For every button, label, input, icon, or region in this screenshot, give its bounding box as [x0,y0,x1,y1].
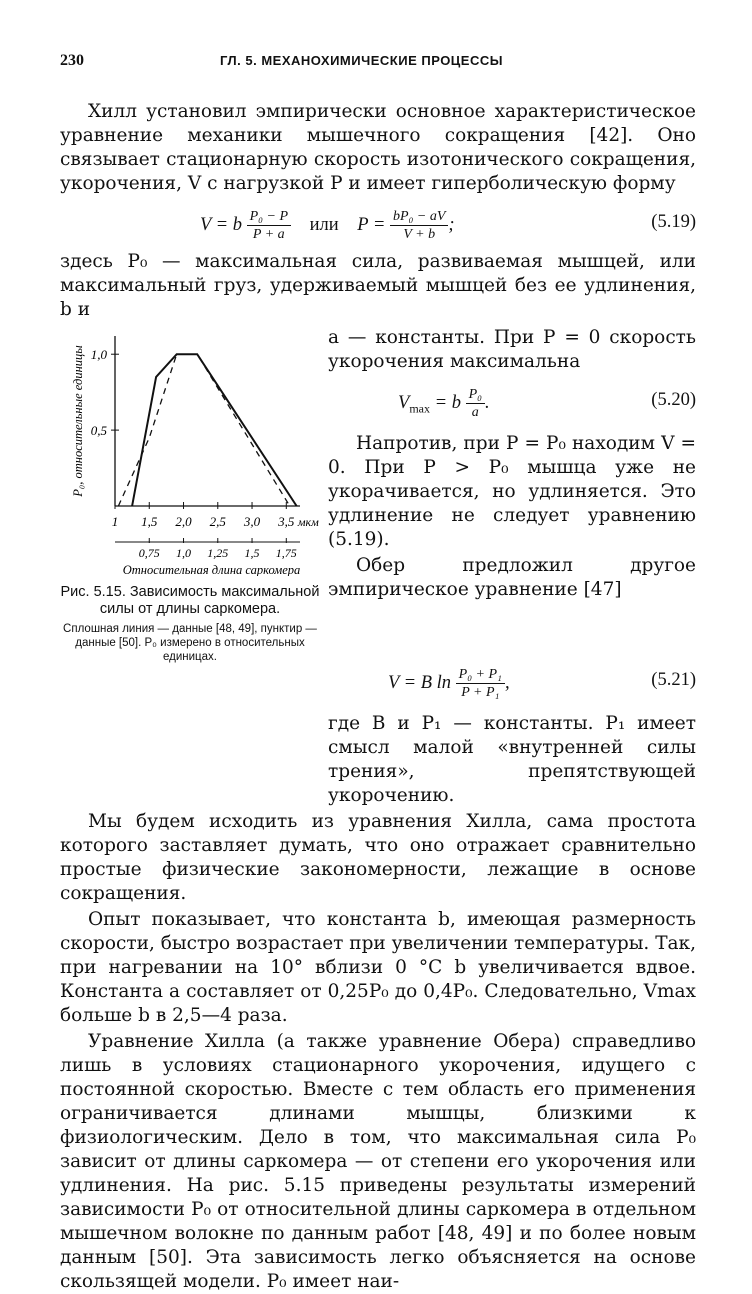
x2-tick-label: 1,5 [244,546,260,560]
x-tick-label: 3,5 [278,514,295,529]
x2-tick-label: 0,75 [138,546,160,560]
paragraph-5: где B и P₁ — константы. P₁ имеет смысл малой «внутренней силы трения», препятствующей укорочению. [328,713,696,806]
figure-note: Сплошная линия — данные [48, 49], пунктир — данные [50]. P₀ измерено в относительных единицах. [63,623,317,663]
x-tick-label: 1 [111,514,119,529]
sarcomere-chart [60,326,320,576]
x-tick-label: 3,0 [243,514,261,529]
equation-5-21: V = B ln $\frac{\text{P₀ + P₁}}{\text{P + P₁}}$ , (5.21) [388,667,696,700]
paragraph-4: Обер предложил другое эмпирическое уравнение [47] [328,555,696,600]
page-number: 230 [60,52,84,69]
equation-label-5-21: (5.21) [651,670,696,690]
equation-label-5-19: (5.19) [651,212,696,232]
page-header [60,52,696,78]
y-tick-label: 0,5 [90,423,107,439]
chart-series [118,354,296,506]
series-dashed-line [118,354,289,506]
page [60,52,697,1292]
x2-tick-label: 1,0 [176,546,192,560]
series-solid-line [132,354,297,506]
y-tick-label: 1,0 [90,347,107,363]
x2-tick-label: 1,25 [207,546,229,560]
x2-tick-label: 1,75 [275,546,297,560]
chapter-title: ГЛ. 5. МЕХАНОХИМИЧЕСКИЕ ПРОЦЕССЫ [220,53,503,68]
paragraph-7: Опыт показывает, что константа b, имеющая размерность скорости, быстро возрастает при увеличении температуры. Так, при нагревании на 10° вблизи 0 °C b увеличивается вдвое. Константа a составляет от 0,25P₀ до 0,4P₀. Следовательно, Vmax больше b в 2,5—4 раза. [60,909,697,1026]
paragraph-2: здесь P₀ — максимальная сила, развиваемая мышцей, или максимальный груз, удерживаемый мышцей без ее удлинения, b и [60,251,696,320]
paragraph-6: Мы будем исходить из уравнения Хилла, сама простота которого заставляет думать, что оно отражает сравнительно простые физические закономерности, лежащие в основе сокращения. [60,811,696,904]
paragraph-8: Уравнение Хилла (а также уравнение Обера) справедливо лишь в условиях стационарного укорочения, идущего с постоянной скоростью. Вместе с тем область его применения ограничивается длинами мышцы, близкими к физиологическим. Дело в том, что максимальная сила P₀ зависит от длины саркомера — от степени его укорочения или удлинения. На рис. 5.15 приведены результаты измерений зависимости P₀ от относительной длины саркомера в отдельном мышечном волокне по данным работ [48, 49] и по более новым данным [50]. Эта зависимость легко объясняется на основе скользящей модели. P₀ имеет наи- [60,1031,696,1292]
equation-5-20: $V_{max} = b$ $\frac{\text{P₀}}{a}$ . (5.20) [398,387,696,420]
paragraph-3: Напротив, при P = P₀ находим V = 0. При P > P₀ мышца уже не укорачивается, но удлиняется. Это удлинение не следует уравнению (5.19). [328,433,696,550]
x-tick-label: 2,0 [175,514,192,529]
equation-label-5-20: (5.20) [651,390,696,410]
figure-block [60,326,696,663]
paragraph-1: Хилл установил эмпирически основное характеристическое уравнение механики мышечного сокращения [42]. Оно связывает стационарную скорость изотонического сокращения, укорочения, V с нагрузкой P и имеет гиперболическую форму [60,101,696,194]
x-axis-unit: мкм [297,515,319,529]
equation-5-19: V = b $\frac{\text{P₀ − P}}{P + a}$ или P = $\frac{\text{bP₀ − aV}}{V + b}$ ; (5.19) [200,209,696,242]
y-axis-label: P₀, относительные единицы [71,345,85,497]
x-tick-label: 2,5 [209,514,226,529]
paragraph-2-right: a — константы. При P = 0 скорость укорочения максимальна [328,327,696,372]
figure-5-15 [60,326,320,664]
x2-axis-label: Относительная длина саркомера [122,563,301,576]
figure-caption: Рис. 5.15. Зависимость максимальной силы от длины саркомера. [60,584,320,617]
chart-labels [71,345,319,576]
x-tick-label: 1,5 [141,514,158,529]
right-column [328,326,696,602]
